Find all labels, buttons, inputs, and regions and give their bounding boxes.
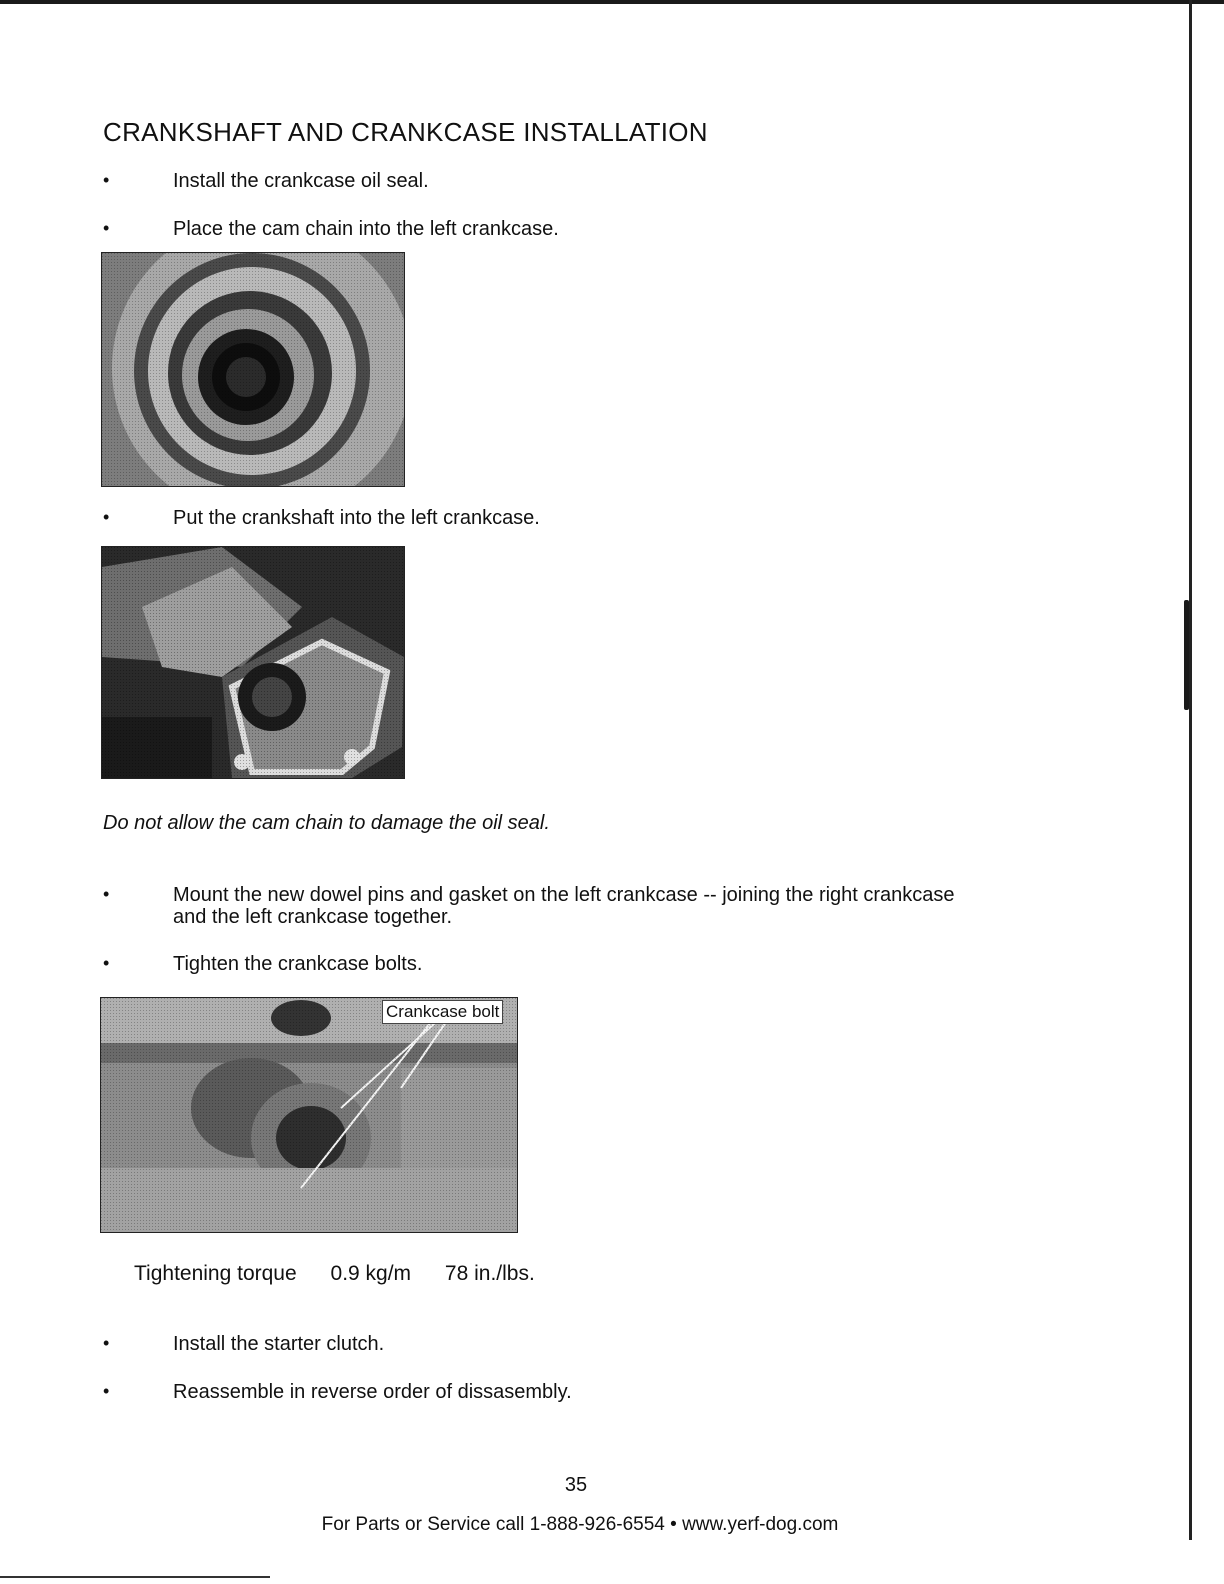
step-text: Reassemble in reverse order of dissasembly. — [173, 1381, 572, 1403]
torque-label: Tightening torque — [134, 1262, 297, 1285]
step-text: Mount the new dowel pins and gasket on the left crankcase -- joining the right crankcase and the left crankcase together. — [173, 884, 955, 928]
torque-imperial: 78 in./lbs. — [444, 1262, 535, 1285]
step-text: Install the starter clutch. — [173, 1333, 385, 1355]
step-text: Put the crankshaft into the left crankcase. — [173, 507, 540, 529]
step-text: Install the crankcase oil seal. — [173, 170, 429, 192]
bullet-icon: • — [103, 1381, 110, 1401]
bullet-icon: • — [103, 218, 110, 238]
warning-note: Do not allow the cam chain to damage the oil seal. — [103, 812, 550, 834]
scan-edge-right — [1189, 0, 1192, 1540]
oil-seal-photo — [101, 252, 405, 487]
bullet-icon: • — [103, 507, 110, 527]
bullet-icon: • — [103, 884, 110, 904]
crankcase-bolt-callout: Crankcase bolt — [382, 1000, 503, 1024]
section-title: CRANKSHAFT AND CRANKCASE INSTALLATION — [103, 117, 708, 147]
scan-edge-mark — [1184, 600, 1189, 710]
bullet-icon: • — [103, 1333, 110, 1353]
bullet-icon: • — [103, 170, 110, 190]
footer-contact: For Parts or Service call 1-888-926-6554 • www.yerf-dog.com — [321, 1514, 839, 1535]
page-number: 35 — [564, 1474, 588, 1496]
bullet-icon: • — [103, 953, 110, 973]
step-text: Place the cam chain into the left crankcase. — [173, 218, 559, 240]
step-text: Tighten the crankcase bolts. — [173, 953, 423, 975]
scan-edge-top — [0, 0, 1224, 4]
scan-edge-bottom — [0, 1576, 270, 1578]
crankshaft-photo — [101, 546, 405, 779]
torque-spec — [134, 1262, 563, 1286]
torque-metric: 0.9 kg/m — [330, 1262, 412, 1285]
crankcase-bolt-photo — [100, 997, 518, 1233]
